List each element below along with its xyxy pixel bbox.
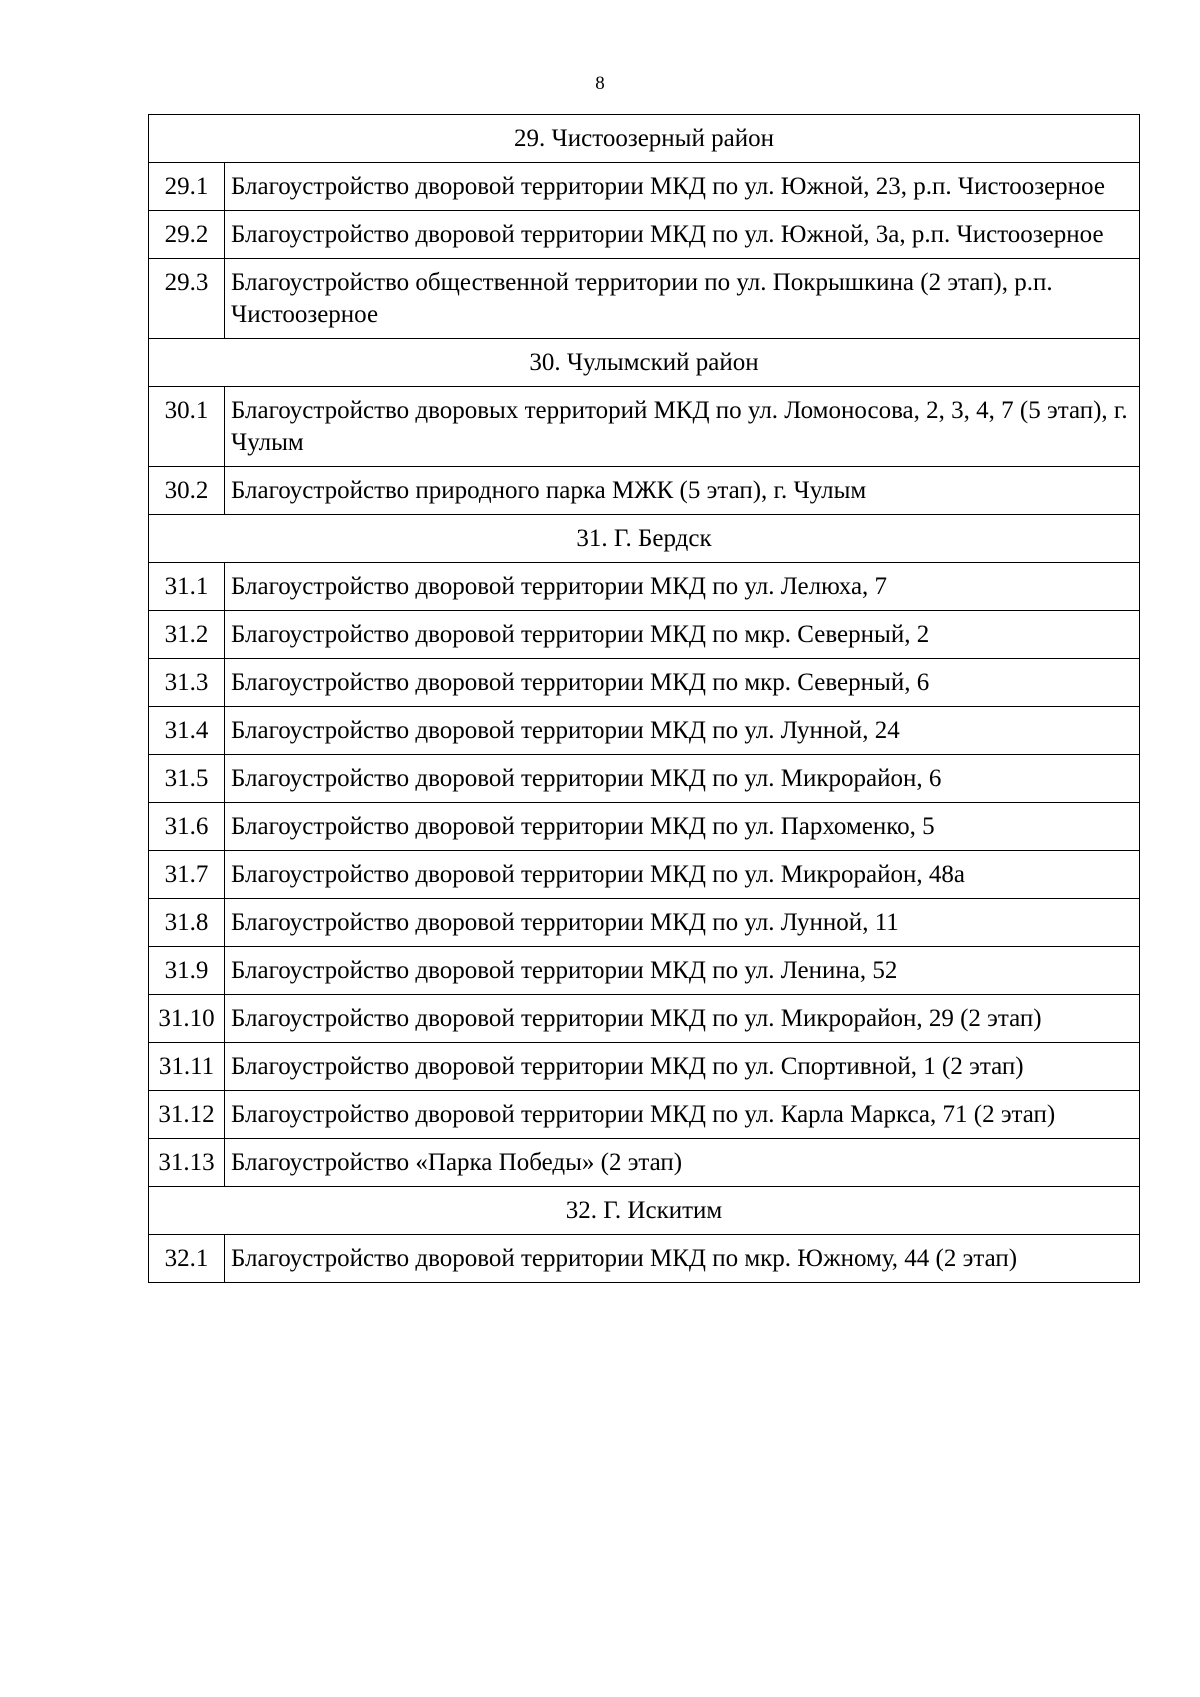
- item-description: Благоустройство дворовой территории МКД по ул. Пархоменко, 5: [225, 803, 1140, 851]
- table-row: [149, 659, 1140, 707]
- item-number: 30.2: [149, 467, 225, 515]
- item-description: Благоустройство дворовой территории МКД по ул. Лунной, 11: [225, 899, 1140, 947]
- table-row: [149, 563, 1140, 611]
- item-description: Благоустройство дворовой территории МКД по мкр. Северный, 2: [225, 611, 1140, 659]
- table-row: [149, 387, 1140, 467]
- item-number: 31.12: [149, 1091, 225, 1139]
- table-row: [149, 259, 1140, 339]
- item-number: 31.4: [149, 707, 225, 755]
- item-description: Благоустройство дворовой территории МКД по ул. Спортивной, 1 (2 этап): [225, 1043, 1140, 1091]
- item-description: Благоустройство природного парка МЖК (5 этап), г. Чулым: [225, 467, 1140, 515]
- item-number: 31.3: [149, 659, 225, 707]
- item-description: Благоустройство дворовых территорий МКД по ул. Ломоносова, 2, 3, 4, 7 (5 этап), г. Чулым: [225, 387, 1140, 467]
- table-row: [149, 755, 1140, 803]
- table-row: [149, 1235, 1140, 1283]
- item-number: 31.1: [149, 563, 225, 611]
- item-number: 29.2: [149, 211, 225, 259]
- section-row: [149, 115, 1140, 163]
- projects-table: [148, 114, 1140, 1283]
- item-number: 32.1: [149, 1235, 225, 1283]
- table-row: [149, 211, 1140, 259]
- table-row: [149, 899, 1140, 947]
- table-row: [149, 1043, 1140, 1091]
- item-description: Благоустройство дворовой территории МКД по ул. Ленина, 52: [225, 947, 1140, 995]
- table-row: [149, 947, 1140, 995]
- item-number: 29.1: [149, 163, 225, 211]
- section-heading: 29. Чистоозерный район: [149, 115, 1140, 163]
- item-description: Благоустройство дворовой территории МКД по ул. Лелюха, 7: [225, 563, 1140, 611]
- table-row: [149, 803, 1140, 851]
- table-row: [149, 1139, 1140, 1187]
- table-row: [149, 611, 1140, 659]
- item-number: 31.2: [149, 611, 225, 659]
- item-description: Благоустройство дворовой территории МКД по ул. Южной, 23, р.п. Чистоозерное: [225, 163, 1140, 211]
- item-number: 31.6: [149, 803, 225, 851]
- item-description: Благоустройство дворовой территории МКД по мкр. Северный, 6: [225, 659, 1140, 707]
- section-heading: 30. Чулымский район: [149, 339, 1140, 387]
- item-description: Благоустройство дворовой территории МКД по ул. Микрорайон, 48а: [225, 851, 1140, 899]
- table-row: [149, 851, 1140, 899]
- item-number: 31.8: [149, 899, 225, 947]
- item-description: Благоустройство «Парка Победы» (2 этап): [225, 1139, 1140, 1187]
- section-heading: 31. Г. Бердск: [149, 515, 1140, 563]
- item-description: Благоустройство дворовой территории МКД по ул. Микрорайон, 29 (2 этап): [225, 995, 1140, 1043]
- table-row: [149, 995, 1140, 1043]
- item-description: Благоустройство дворовой территории МКД по ул. Микрорайон, 6: [225, 755, 1140, 803]
- item-description: Благоустройство дворовой территории МКД по ул. Лунной, 24: [225, 707, 1140, 755]
- table-row: [149, 467, 1140, 515]
- section-row: [149, 1187, 1140, 1235]
- item-description: Благоустройство общественной территории по ул. Покрышкина (2 этап), р.п. Чистоозерное: [225, 259, 1140, 339]
- item-number: 31.5: [149, 755, 225, 803]
- section-heading: 32. Г. Искитим: [149, 1187, 1140, 1235]
- item-number: 29.3: [149, 259, 225, 339]
- item-number: 31.10: [149, 995, 225, 1043]
- section-row: [149, 339, 1140, 387]
- item-number: 31.11: [149, 1043, 225, 1091]
- item-number: 31.9: [149, 947, 225, 995]
- item-description: Благоустройство дворовой территории МКД по мкр. Южному, 44 (2 этап): [225, 1235, 1140, 1283]
- item-number: 30.1: [149, 387, 225, 467]
- table-row: [149, 163, 1140, 211]
- item-description: Благоустройство дворовой территории МКД по ул. Южной, 3а, р.п. Чистоозерное: [225, 211, 1140, 259]
- page-number: 8: [595, 73, 605, 94]
- item-number: 31.7: [149, 851, 225, 899]
- item-number: 31.13: [149, 1139, 225, 1187]
- table-row: [149, 1091, 1140, 1139]
- item-description: Благоустройство дворовой территории МКД по ул. Карла Маркса, 71 (2 этап): [225, 1091, 1140, 1139]
- table-row: [149, 707, 1140, 755]
- projects-table-body: [149, 115, 1140, 1283]
- section-row: [149, 515, 1140, 563]
